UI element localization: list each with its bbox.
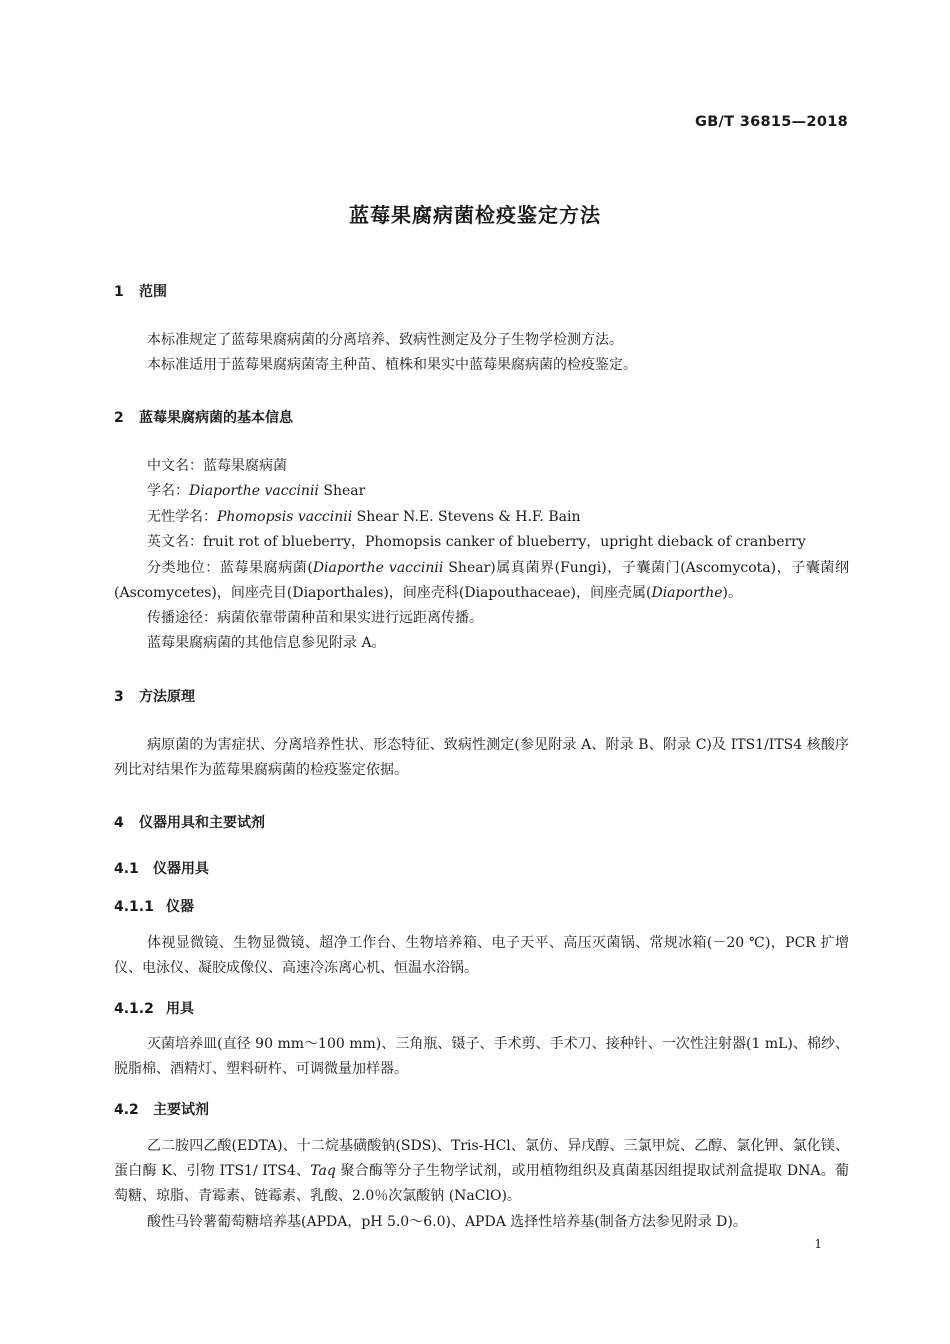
section-number: 4.1 — [114, 861, 139, 877]
section-4-1-2-heading — [114, 998, 194, 1018]
page-number: 1 — [814, 1237, 822, 1251]
reagents-paragraph-1 — [114, 1134, 849, 1209]
other-info-line: 蓝莓果腐病菌的其他信息参见附录 A。 — [147, 635, 386, 651]
taxonomy-text: 分类地位：蓝莓果腐病菌( — [147, 560, 313, 576]
scope-paragraph-1: 本标准规定了蓝莓果腐病菌的分离培养、致病性测定及分子生物学检测方法。 — [147, 332, 623, 348]
taxonomy-text: )。 — [722, 585, 743, 601]
taq-italic: Taq — [310, 1163, 336, 1179]
section-title: 方法原理 — [139, 689, 195, 705]
chinese-name-label: 中文名： — [147, 458, 203, 474]
section-number: 2 — [114, 410, 124, 426]
section-number: 4.1.1 — [114, 899, 154, 915]
section-number: 4.1.2 — [114, 1001, 154, 1017]
section-2-heading — [114, 407, 293, 427]
reagents-paragraph-2: 酸性马铃薯葡萄糖培养基(APDA，pH 5.0～6.0)、APDA 选择性培养基(制备方法参见附录 D)。 — [147, 1214, 747, 1230]
instruments-paragraph: 体视显微镜、生物显微镜、超净工作台、生物培养箱、电子天平、高压灭菌锅、常规冰箱(－20 ℃)，PCR 扩增仪、电泳仪、凝胶成像仪、高速冷冻离心机、恒温水浴锅。 — [114, 935, 849, 976]
tools-paragraph: 灭菌培养皿(直径 90 mm～100 mm)、三角瓶、镊子、手术剪、手术刀、接种针、一次性注射器(1 mL)、棉纱、脱脂棉、酒精灯、塑料研杵、可调微量加样器。 — [114, 1036, 849, 1077]
section-title: 范围 — [139, 284, 167, 300]
section-title: 仪器 — [166, 899, 194, 915]
section-4-2-heading — [114, 1099, 209, 1119]
english-name-value: fruit rot of blueberry，Phomopsis canker of blueberry，upright dieback of cranberry — [203, 534, 806, 550]
section-1-heading — [114, 281, 167, 301]
section-3-heading — [114, 686, 195, 706]
taxonomy-italic: Diaporthe vaccinii — [312, 560, 444, 576]
reagents-text: 聚合酶等分子生物学试剂，或用植物组织及真菌基因组提取试剂盒提取 DNA。葡萄糖、琼脂、青霉素、链霉素、乳酸、2.0％次氯酸钠 (NaClO)。 — [114, 1163, 849, 1204]
principle-paragraph: 病原菌的为害症状、分离培养性状、形态特征、致病性测定(参见附录 A、附录 B、附录 C)及 ITS1/ITS4 核酸序列比对结果作为蓝莓果腐病菌的检疫鉴定依据。 — [114, 737, 849, 778]
english-name-line — [114, 530, 849, 555]
section-number: 1 — [114, 284, 124, 300]
scientific-name-italic: Diaporthe vaccinii — [189, 483, 319, 499]
scope-paragraph-2: 本标准适用于蓝莓果腐病菌寄主种苗、植株和果实中蓝莓果腐病菌的检疫鉴定。 — [147, 357, 637, 373]
section-title: 主要试剂 — [153, 1102, 209, 1118]
section-number: 4 — [114, 815, 124, 831]
section-number: 4.2 — [114, 1102, 139, 1118]
standard-code: GB/T 36815—2018 — [695, 114, 848, 130]
taxonomy-italic: Diaporthe — [651, 585, 723, 601]
section-4-1-heading — [114, 858, 209, 878]
section-number: 3 — [114, 689, 124, 705]
taxonomy-text: Shear)属真菌界(Fungi)，子囊菌门(Ascomycota)，子囊菌纲(Ascomycetes)，间座壳目(Diaporthales)，间座壳科(Diapouthaceae)，间座壳属( — [114, 560, 849, 601]
section-title: 用具 — [166, 1001, 194, 1017]
asexual-name-label: 无性学名： — [147, 509, 217, 525]
section-4-heading — [114, 812, 265, 832]
taxonomy-paragraph — [114, 556, 849, 606]
section-4-1-1-heading — [114, 896, 194, 916]
asexual-name-line — [114, 505, 849, 530]
asexual-name-italic: Phomopsis vaccinii — [217, 509, 353, 525]
scientific-name-line — [114, 479, 849, 504]
section-title: 蓝莓果腐病菌的基本信息 — [139, 410, 293, 426]
chinese-name-line — [114, 454, 849, 479]
reagents-text: 乙二胺四乙酸(EDTA)、十二烷基磺酸钠(SDS)、Tris-HCl、氯仿、异戊醇、三氯甲烷、乙醇、氯化钾、氯化镁、蛋白酶 K、引物 ITS1/ ITS4、 — [114, 1138, 849, 1179]
transmission-line: 传播途径：病菌依靠带菌种苗和果实进行远距离传播。 — [147, 610, 483, 626]
asexual-name-author: Shear N.E. Stevens & H.F. Bain — [352, 509, 581, 525]
section-title: 仪器用具 — [153, 861, 209, 877]
scientific-name-author: Shear — [318, 483, 366, 499]
english-name-label: 英文名： — [147, 534, 203, 550]
scientific-name-label: 学名： — [147, 483, 189, 499]
document-title: 蓝莓果腐病菌检疫鉴定方法 — [349, 203, 601, 227]
section-title: 仪器用具和主要试剂 — [139, 815, 265, 831]
chinese-name-value: 蓝莓果腐病菌 — [203, 458, 287, 474]
